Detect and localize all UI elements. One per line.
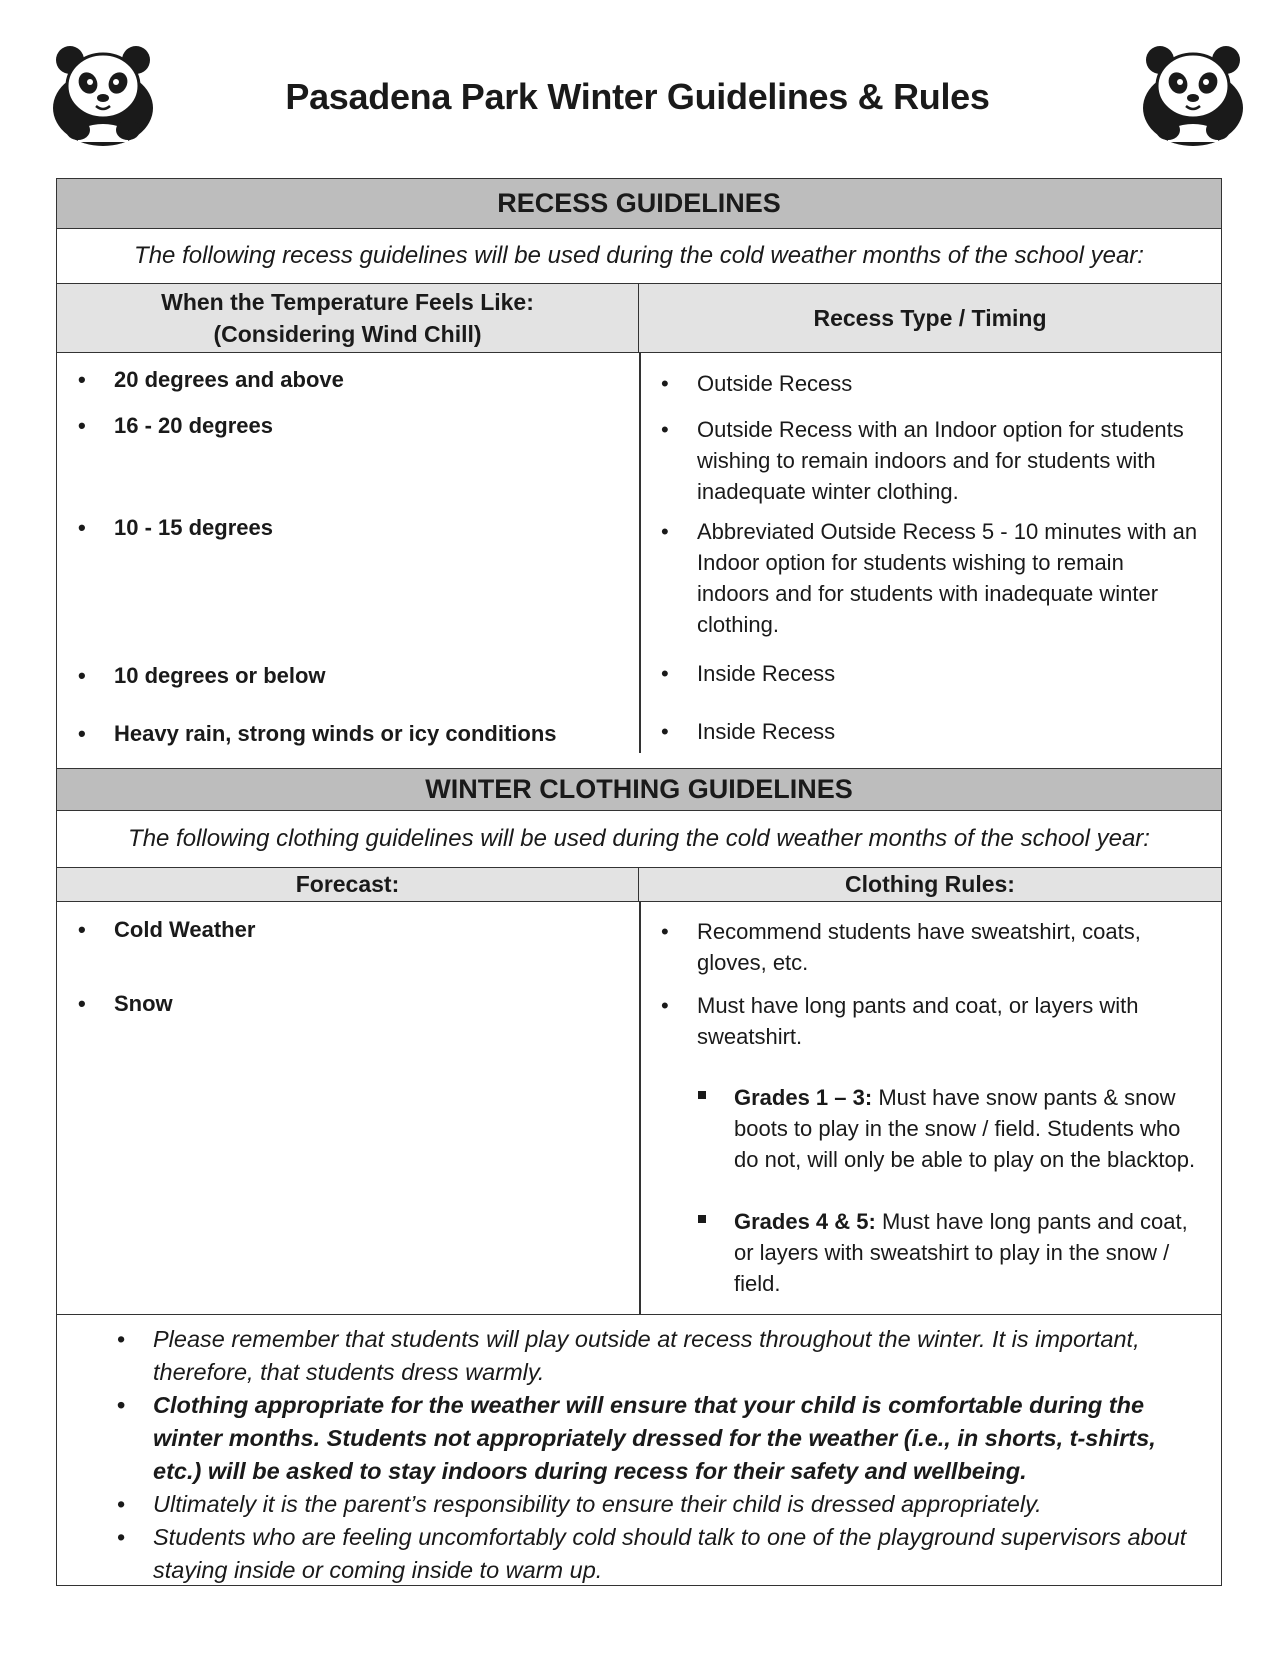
grade-rule-item: Grades 4 & 5: Must have long pants and coat, or layers with sweatshirt to play in the snow / field. xyxy=(734,1206,1204,1299)
forecast-column-header: Forecast: xyxy=(57,868,639,901)
recess-intro: The following recess guidelines will be used during the cold weather months of the school year: xyxy=(57,229,1221,284)
clothing-heading: WINTER CLOTHING GUIDELINES xyxy=(57,768,1221,811)
temperature-header-line2: (Considering Wind Chill) xyxy=(213,321,482,347)
page-title: Pasadena Park Winter Guidelines & Rules xyxy=(285,76,990,117)
guidelines-table xyxy=(56,178,1222,1586)
grade-rule-item: Grades 1 – 3: Must have snow pants & snow boots to play in the snow / field. Students who do not, will only be able to play on the blacktop. xyxy=(734,1082,1204,1175)
clothing-column-header xyxy=(57,868,1221,902)
forecast-item: • Cold Weather xyxy=(78,917,256,942)
column-divider xyxy=(639,353,641,753)
recess-type-item: • Inside Recess xyxy=(661,661,836,686)
temp-item: • 10 degrees or below xyxy=(78,663,326,688)
clothing-intro: The following clothing guidelines will be used during the cold weather months of the school year: xyxy=(57,811,1221,868)
recess-rows xyxy=(57,353,1221,768)
temp-item: • 16 - 20 degrees xyxy=(78,413,273,438)
column-divider xyxy=(639,902,641,1314)
temperature-column-header xyxy=(57,284,639,352)
clothing-rows xyxy=(57,902,1221,1315)
note-item: • Students who are feeling uncomfortably cold should talk to one of the playground supervisors about staying inside or coming inside to warm up. xyxy=(117,1524,1187,1583)
temp-item: • Heavy rain, strong winds or icy conditions xyxy=(78,721,557,746)
recess-heading: RECESS GUIDELINES xyxy=(57,179,1221,229)
note-item: • Please remember that students will play outside at recess throughout the winter. It is important, therefore, that students dress warmly. xyxy=(117,1326,1140,1385)
recess-type-item: • Abbreviated Outside Recess 5 - 10 minutes with an Indoor option for students wishing to remain indoors and for students with inadequate winter clothing. xyxy=(661,519,1198,637)
clothing-rule-item: • Must have long pants and coat, or layers with sweatshirt. xyxy=(661,993,1139,1049)
temperature-header-line1: When the Temperature Feels Like: xyxy=(161,289,534,315)
note-item: • Ultimately it is the parent’s responsibility to ensure their child is dressed appropriately. xyxy=(117,1491,1042,1517)
temp-item: • 10 - 15 degrees xyxy=(78,515,273,540)
clothing-rule-item: • Recommend students have sweatshirt, coats, gloves, etc. xyxy=(661,919,1141,975)
recess-column-header xyxy=(57,284,1221,353)
forecast-item: • Snow xyxy=(78,991,173,1016)
note-item: • Clothing appropriate for the weather will ensure that your child is comfortable during the winter months. Students not appropriately dressed for the weather (i.e., in shorts, t-shirts, etc.) will be asked to stay indoors during recess for their safety and wellbeing. xyxy=(117,1392,1156,1484)
recess-type-item: • Outside Recess with an Indoor option for students wishing to remain indoors and for students with inadequate winter clothing. xyxy=(661,417,1184,504)
temp-item: • 20 degrees and above xyxy=(78,367,344,392)
recess-type-item: • Inside Recess xyxy=(661,719,836,744)
recess-type-column-header: Recess Type / Timing xyxy=(813,304,1047,331)
clothing-rules-column-header: Clothing Rules: xyxy=(845,871,1015,897)
notes-section xyxy=(57,1315,1221,1585)
recess-type-item: • Outside Recess xyxy=(661,371,853,396)
